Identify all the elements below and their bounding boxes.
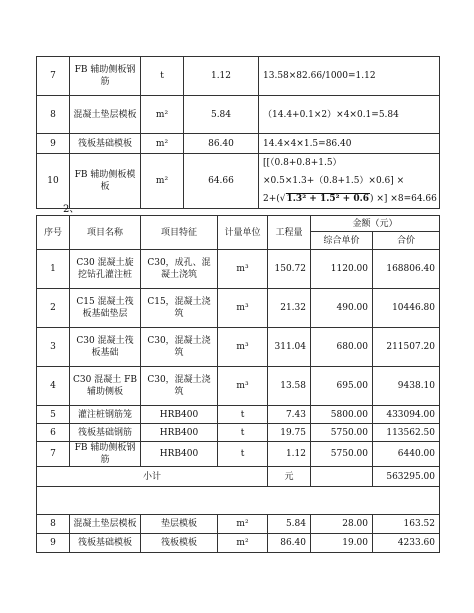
item-name: C15 混凝土筏板基础垫层 [70, 289, 141, 328]
quantity: 86.40 [268, 534, 311, 553]
table-row [37, 134, 440, 154]
unit: m² [141, 96, 184, 134]
subtotal-label: 小计 [37, 467, 268, 487]
spacer-row [37, 487, 440, 515]
unit: m² [141, 154, 184, 209]
unit-price: 680.00 [311, 328, 373, 367]
header-total: 合价 [373, 232, 440, 250]
calculation: （14.4+0.1×2）×4×0.1=5.84 [259, 96, 440, 134]
total-price: 10446.80 [373, 289, 440, 328]
section-label: 2、 [63, 204, 80, 215]
unit: m² [141, 134, 184, 154]
item-name: FB 辅助侧板模板 [70, 154, 141, 209]
quantity: 5.84 [184, 96, 259, 134]
header-name: 项目名称 [70, 216, 141, 250]
total-price: 163.52 [373, 515, 440, 534]
unit-price: 28.00 [311, 515, 373, 534]
item-feature: 筏板模板 [141, 534, 218, 553]
unit-price: 1120.00 [311, 250, 373, 289]
table-row [37, 328, 440, 367]
item-feature: HRB400 [141, 424, 218, 442]
formula-line-2 [263, 190, 437, 208]
quantity: 7.43 [268, 406, 311, 424]
row-number: 9 [37, 134, 70, 154]
quantity: 86.40 [184, 134, 259, 154]
quantity: 21.32 [268, 289, 311, 328]
quantity: 5.84 [268, 515, 311, 534]
row-number: 3 [37, 328, 70, 367]
row-number: 5 [37, 406, 70, 424]
total-price: 433094.00 [373, 406, 440, 424]
table-row [37, 289, 440, 328]
item-name: FB 辅助侧板钢筋 [70, 57, 141, 96]
subtotal-row [37, 467, 440, 487]
unit: m³ [218, 367, 268, 406]
row-number: 9 [37, 534, 70, 553]
row-number: 4 [37, 367, 70, 406]
subtotal-unit: 元 [268, 467, 311, 487]
table-row [37, 367, 440, 406]
sqrt-expression: 1.3² + 1.5² + 0.6 [286, 194, 370, 204]
item-feature: C15，混凝土浇筑 [141, 289, 218, 328]
quantity: 1.12 [268, 442, 311, 467]
quantity: 19.75 [268, 424, 311, 442]
row-number: 7 [37, 442, 70, 467]
total-price: 113562.50 [373, 424, 440, 442]
table-row [37, 96, 440, 134]
unit-price: 490.00 [311, 289, 373, 328]
table-row [37, 250, 440, 289]
unit: m³ [218, 289, 268, 328]
unit: t [218, 424, 268, 442]
pricing-table [36, 215, 440, 553]
formula-prefix: 2+( [263, 194, 280, 204]
row-number: 7 [37, 57, 70, 96]
total-price: 6440.00 [373, 442, 440, 467]
item-name: C30 混凝土 FB 辅助侧板 [70, 367, 141, 406]
unit: m³ [218, 328, 268, 367]
item-name: 混凝土垫层模板 [70, 515, 141, 534]
item-feature: C30，成孔、混凝土浇筑 [141, 250, 218, 289]
formula-suffix: ) ×] ×8=64.66 [370, 194, 437, 204]
item-name: FB 辅助侧板钢筋 [70, 442, 141, 467]
item-name: 筏板基础模板 [70, 534, 141, 553]
unit-price: 19.00 [311, 534, 373, 553]
header-row [37, 216, 440, 232]
subtotal-total: 563295.00 [373, 467, 440, 487]
row-number: 10 [37, 154, 70, 209]
header-unit: 计量单位 [218, 216, 268, 250]
calculation-formula [259, 154, 440, 209]
unit-price: 695.00 [311, 367, 373, 406]
item-feature: C30，混凝土浇筑 [141, 367, 218, 406]
empty-row [37, 487, 440, 515]
table-row [37, 424, 440, 442]
header-unit-price: 综合单价 [311, 232, 373, 250]
table-row [37, 154, 440, 209]
item-name: C30 混凝土筏板基础 [70, 328, 141, 367]
quantity: 1.12 [184, 57, 259, 96]
quantity: 311.04 [268, 328, 311, 367]
table-row [37, 515, 440, 534]
row-number: 8 [37, 96, 70, 134]
calculation: 14.4×4×1.5=86.40 [259, 134, 440, 154]
unit: m² [218, 515, 268, 534]
unit-price: 5750.00 [311, 442, 373, 467]
quantity: 13.58 [268, 367, 311, 406]
quantity: 64.66 [184, 154, 259, 209]
unit: m² [218, 534, 268, 553]
sqrt-symbol: √ [279, 194, 286, 204]
item-name: 筏板基础钢筋 [70, 424, 141, 442]
calculation-table [36, 56, 440, 209]
header-feature: 项目特征 [141, 216, 218, 250]
total-price: 211507.20 [373, 328, 440, 367]
unit-price: 5800.00 [311, 406, 373, 424]
item-name: 混凝土垫层模板 [70, 96, 141, 134]
unit: t [141, 57, 184, 96]
unit: t [218, 406, 268, 424]
row-number: 2 [37, 289, 70, 328]
row-number: 6 [37, 424, 70, 442]
item-feature: C30，混凝土浇筑 [141, 328, 218, 367]
formula-line-1: [[（0.8+0.8+1.5）×0.5×1.3+（0.8+1.5）×0.6] × [263, 158, 405, 186]
unit-price: 5750.00 [311, 424, 373, 442]
table-row [37, 406, 440, 424]
empty-cell [311, 467, 373, 487]
quantity: 150.72 [268, 250, 311, 289]
header-qty: 工程量 [268, 216, 311, 250]
calculation: 13.58×82.66/1000=1.12 [259, 57, 440, 96]
item-feature: HRB400 [141, 406, 218, 424]
row-number: 8 [37, 515, 70, 534]
total-price: 4233.60 [373, 534, 440, 553]
unit: m³ [218, 250, 268, 289]
item-feature: HRB400 [141, 442, 218, 467]
item-feature: 垫层模板 [141, 515, 218, 534]
total-price: 168806.40 [373, 250, 440, 289]
item-name: 灌注桩钢筋笼 [70, 406, 141, 424]
row-number: 1 [37, 250, 70, 289]
table-row [37, 57, 440, 96]
header-amount: 金额（元） [311, 216, 440, 232]
item-name: 筏板基础模板 [70, 134, 141, 154]
item-name: C30 混凝土旋挖钻孔灌注桩 [70, 250, 141, 289]
header-no: 序号 [37, 216, 70, 250]
table-row [37, 534, 440, 553]
table-row [37, 442, 440, 467]
total-price: 9438.10 [373, 367, 440, 406]
unit: t [218, 442, 268, 467]
